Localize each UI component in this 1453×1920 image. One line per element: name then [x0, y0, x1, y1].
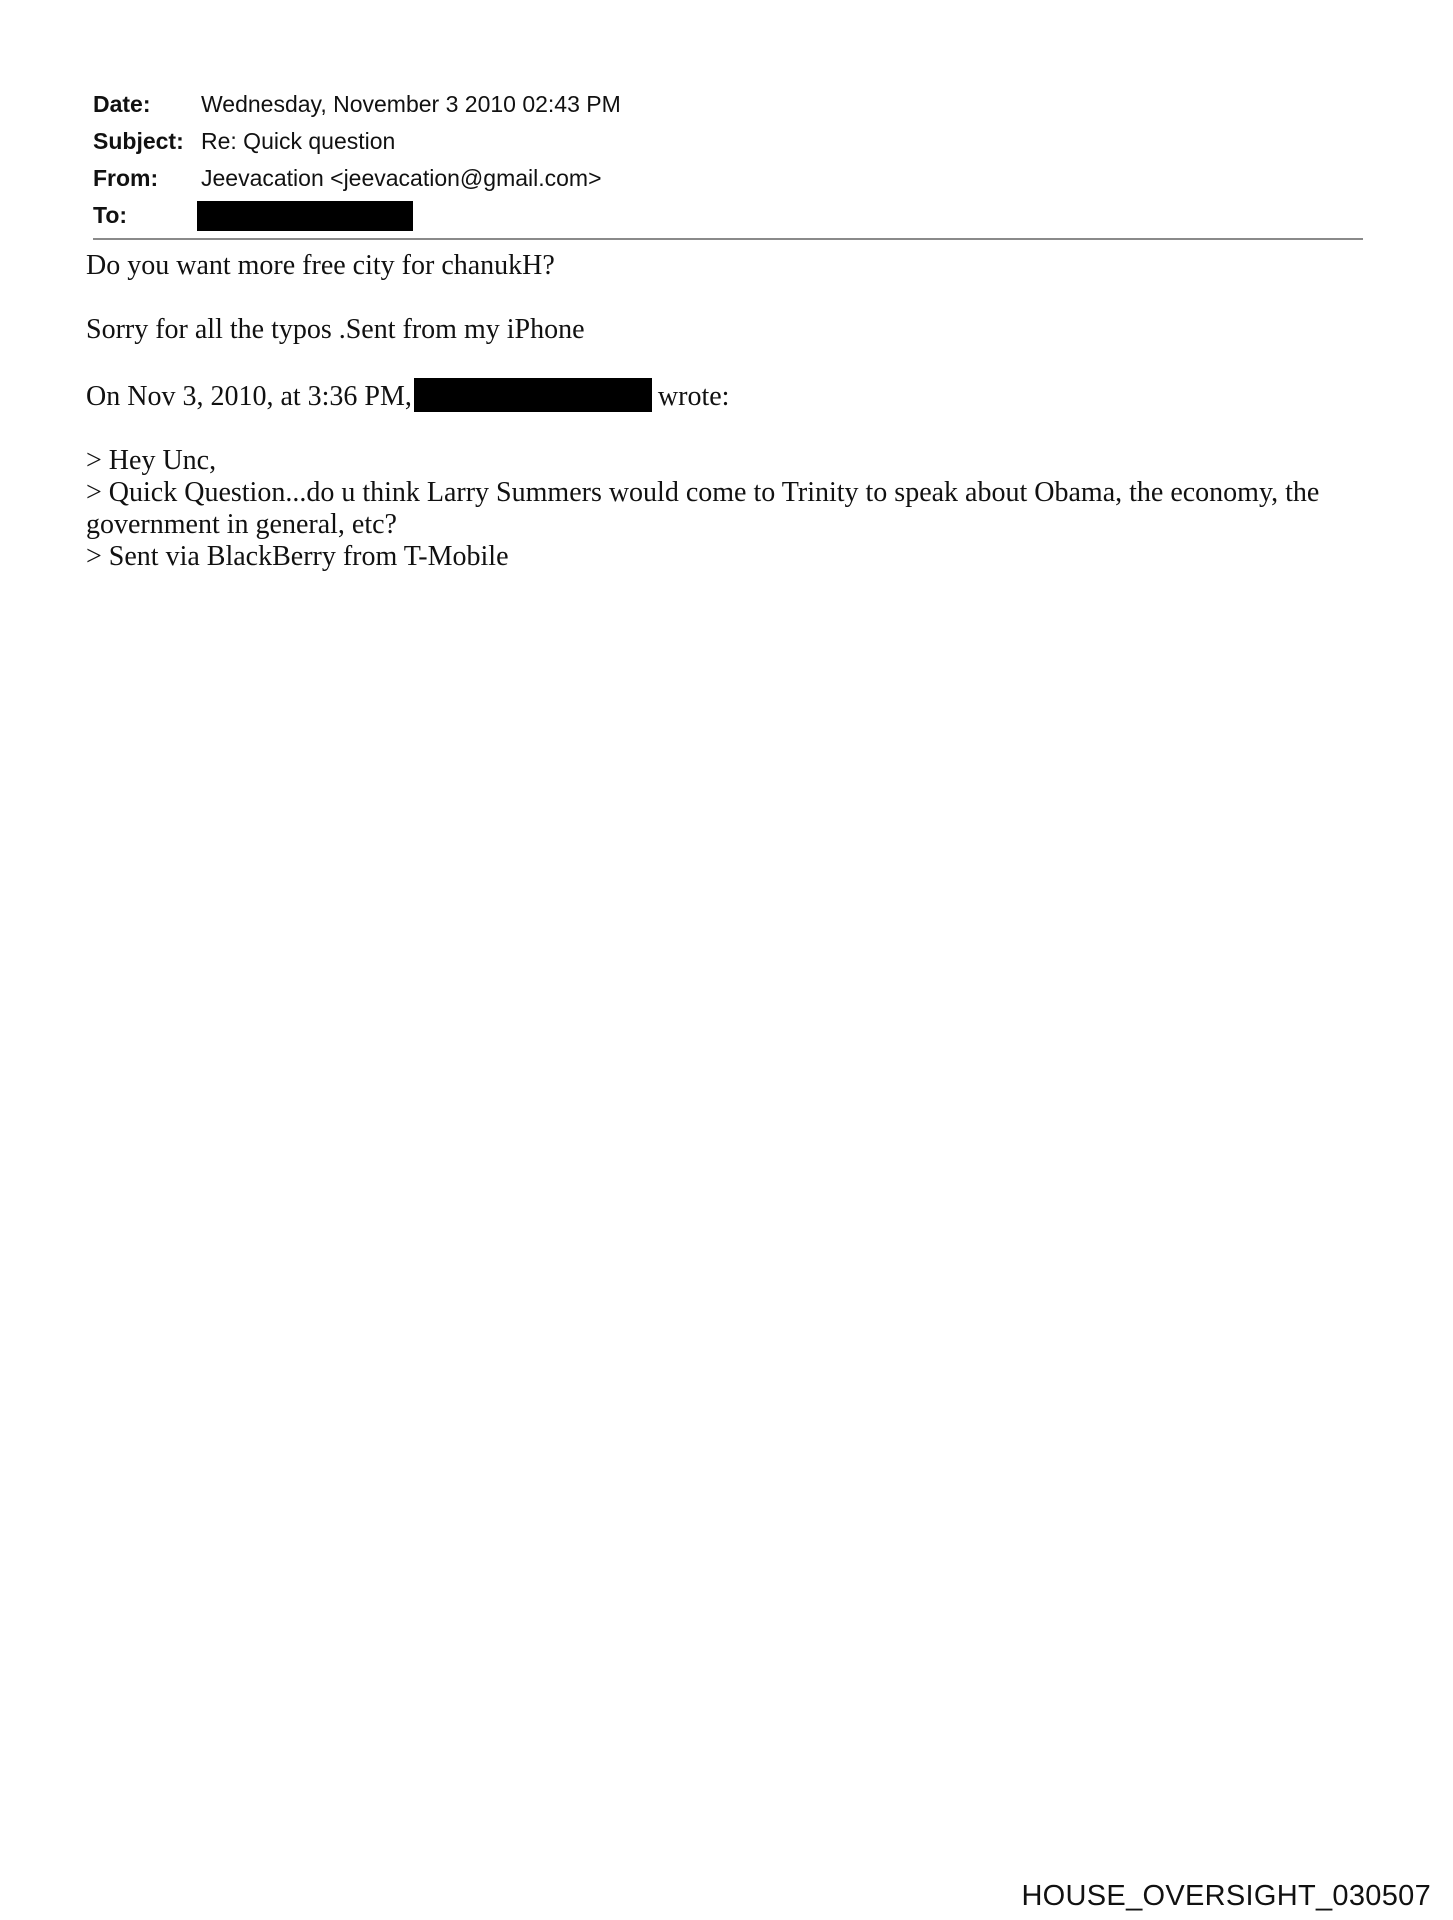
quote-attribution [86, 378, 1361, 413]
body-line-question: Do you want more free city for chanukH? [86, 250, 555, 281]
quoted-line: > Hey Unc, [86, 445, 217, 476]
from-value: Jeevacation <jeevacation@gmail.com> [201, 165, 602, 191]
to-redaction-block [197, 201, 413, 231]
to-row [93, 197, 1363, 234]
header-divider [93, 238, 1363, 240]
quoted-line: > Sent via BlackBerry from T-Mobile [86, 541, 509, 572]
subject-row [93, 123, 1363, 160]
bates-number: HOUSE_OVERSIGHT_030507 [1021, 1880, 1431, 1912]
to-label: To: [93, 202, 128, 228]
body-line-signature: Sorry for all the typos .Sent from my iPhone [86, 314, 585, 345]
date-label: Date: [93, 91, 151, 117]
subject-label: Subject: [93, 128, 184, 154]
email-header [93, 86, 1363, 234]
date-row [93, 86, 1363, 123]
quoted-line: > Quick Question...do u think Larry Summers would come to Trinity to speak about Obama, the economy, the government in general, etc? [86, 477, 1320, 540]
email-body [86, 250, 1361, 573]
from-row [93, 160, 1363, 197]
sender-redaction-block [414, 378, 652, 412]
attribution-prefix: On Nov 3, 2010, at 3:36 PM, [86, 381, 412, 412]
attribution-suffix: wrote: [657, 381, 730, 412]
quoted-message [86, 445, 1361, 573]
subject-value: Re: Quick question [201, 128, 396, 154]
date-value: Wednesday, November 3 2010 02:43 PM [201, 91, 621, 117]
from-label: From: [93, 165, 159, 191]
